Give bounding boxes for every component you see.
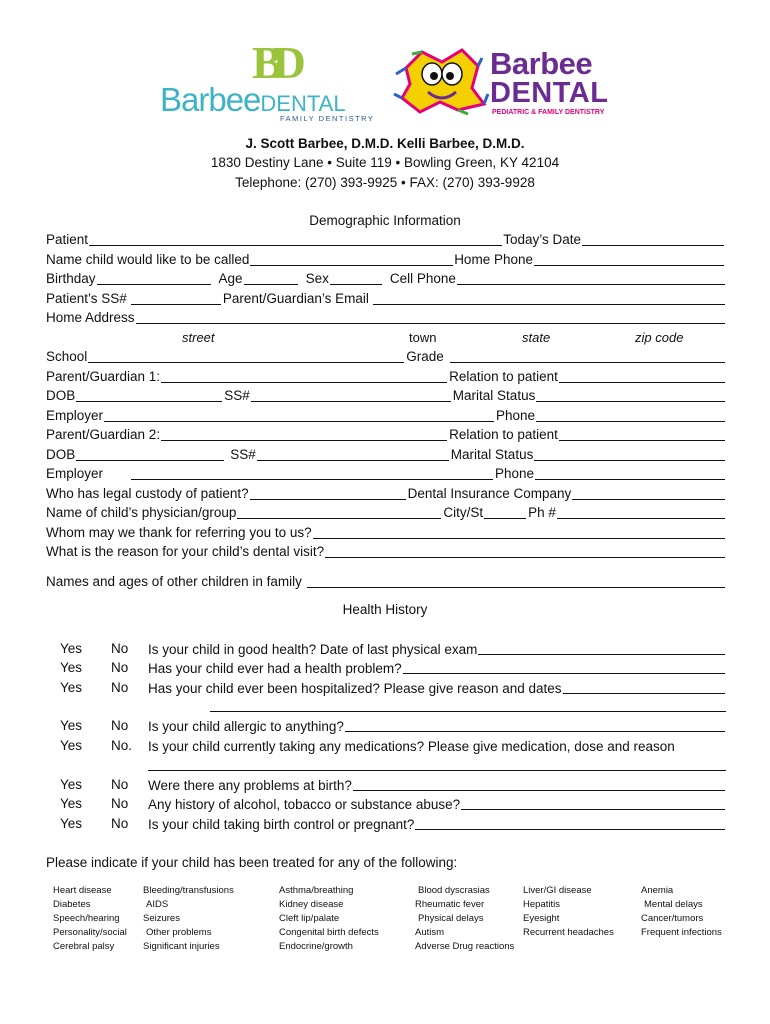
conditions-intro: Please indicate if your child has been treated for any of the following: — [46, 855, 458, 870]
patient-ss-field[interactable] — [131, 290, 221, 305]
guardian1-phone-label: Phone — [496, 408, 536, 423]
logo-barbee-text: Barbee — [160, 81, 261, 118]
guardian1-marital-label: Marital Status — [452, 388, 536, 403]
condition-item[interactable]: Kidney disease — [279, 899, 344, 910]
q1-yes[interactable]: Yes — [60, 641, 83, 656]
condition-item[interactable]: Congenital birth defects — [279, 927, 379, 938]
condition-item[interactable]: Rheumatic fever — [415, 899, 485, 910]
condition-item[interactable]: Frequent infections — [641, 927, 722, 938]
q1-text: Is your child in good health? Date of last physical exam — [148, 642, 478, 657]
street-caption: street — [182, 330, 215, 345]
condition-item[interactable]: Physical delays — [418, 913, 484, 924]
q3-extra-line[interactable] — [210, 711, 726, 712]
q5-no[interactable]: No. — [111, 738, 133, 753]
q5-yes[interactable]: Yes — [60, 738, 83, 753]
guardian2-field[interactable] — [161, 426, 447, 441]
siblings-field[interactable] — [307, 573, 725, 588]
patient-ss-label: Patient’s SS# — [46, 291, 127, 306]
conditions-col-5 — [523, 884, 614, 940]
q1-no[interactable]: No — [111, 641, 129, 656]
guardian2-dob-field[interactable] — [76, 446, 224, 461]
guardian1-employer-row — [46, 405, 726, 424]
guardian1-ss-field[interactable] — [251, 387, 451, 402]
ss-email-row — [46, 288, 726, 307]
q2-no[interactable]: No — [111, 660, 129, 675]
q2-text: Has your child ever had a health problem? — [148, 661, 402, 676]
q3-yes[interactable]: Yes — [60, 680, 83, 695]
guardian1-relation-label: Relation to patient — [449, 369, 558, 384]
conditions-col-6 — [641, 884, 722, 940]
q8-yes[interactable]: Yes — [60, 816, 83, 831]
physician-field[interactable] — [237, 504, 441, 519]
ph-label: Ph # — [528, 505, 556, 520]
phone-fax-line: Telephone: (270) 393-9925 • FAX: (270) 393-9928 — [235, 175, 535, 190]
guardian2-marital-label: Marital Status — [450, 447, 534, 462]
age-field[interactable] — [244, 270, 298, 285]
guardian1-row — [46, 366, 726, 385]
condition-item[interactable]: Blood dyscrasias — [418, 885, 490, 896]
guardian2-relation-field[interactable] — [559, 426, 725, 441]
q1-field[interactable] — [478, 640, 725, 655]
q5-extra-line[interactable] — [148, 770, 726, 771]
condition-item[interactable]: Personality/social — [53, 927, 127, 938]
cell-phone-label: Cell Phone — [389, 271, 456, 286]
q4-yes[interactable]: Yes — [60, 718, 83, 733]
school-label: School — [46, 349, 88, 364]
guardian2-dob-label: DOB — [46, 447, 76, 462]
guardian1-dob-label: DOB — [46, 388, 76, 403]
logo-dental-text: DENTAL — [260, 91, 346, 116]
city-st-field[interactable] — [484, 504, 526, 519]
q7-row — [148, 793, 726, 812]
condition-item[interactable]: Recurrent headaches — [523, 927, 614, 938]
q7-yes[interactable]: Yes — [60, 796, 83, 811]
condition-item[interactable]: Asthma/breathing — [279, 885, 354, 896]
insurance-label: Dental Insurance Company — [407, 486, 572, 501]
reason-field[interactable] — [325, 543, 725, 558]
guardian1-label: Parent/Guardian 1: — [46, 369, 161, 384]
address-line: 1830 Destiny Lane • Suite 119 • Bowling Green, KY 42104 — [210, 155, 560, 170]
ph-field[interactable] — [557, 504, 725, 519]
guardian1-phone-field[interactable] — [536, 407, 725, 422]
q6-row — [148, 774, 726, 793]
bd-monogram: BD — [252, 37, 296, 88]
guardian2-ss-field[interactable] — [257, 446, 449, 461]
patient-label: Patient — [46, 232, 89, 247]
guardian-email-field[interactable] — [373, 290, 725, 305]
state-caption: state — [522, 330, 551, 345]
demographic-title: Demographic Information — [309, 213, 461, 228]
referral-label: Whom may we thank for referring you to us? — [46, 525, 312, 540]
custody-field[interactable] — [250, 485, 406, 500]
guardian2-relation-label: Relation to patient — [449, 427, 558, 442]
insurance-field[interactable] — [572, 485, 725, 500]
condition-item[interactable]: Hepatitis — [523, 899, 560, 910]
patient-row — [46, 229, 726, 248]
referral-row — [46, 522, 726, 541]
mascot-icon — [392, 44, 490, 118]
q4-no[interactable]: No — [111, 718, 129, 733]
sex-label: Sex — [305, 271, 329, 286]
guardian2-employer-label: Employer — [46, 466, 104, 481]
guardian2-ss-label: SS# — [230, 447, 256, 462]
grade-field[interactable] — [450, 348, 725, 363]
conditions-col-2 — [143, 884, 234, 954]
guardian2-phone-label: Phone — [495, 466, 535, 481]
physician-row — [46, 502, 726, 521]
q5-text: Is your child currently taking any medications? Please give medication, dose and reason — [148, 739, 675, 754]
condition-item[interactable]: Cleft lip/palate — [279, 913, 340, 924]
q5-row — [148, 735, 726, 754]
condition-item[interactable]: Cerebral palsy — [53, 941, 115, 952]
q2-row — [148, 657, 726, 676]
q6-field[interactable] — [353, 776, 725, 791]
school-field[interactable] — [88, 348, 404, 363]
condition-item[interactable]: Seizures — [143, 913, 180, 924]
age-label: Age — [218, 271, 243, 286]
condition-item[interactable]: Speech/hearing — [53, 913, 120, 924]
pediatric-logo-barbee: Barbee — [490, 46, 593, 81]
guardian2-phone-field[interactable] — [535, 465, 725, 480]
guardian1-dob-row — [46, 385, 726, 404]
condition-item[interactable]: Autism — [415, 927, 445, 938]
q7-text: Any history of alcohol, tobacco or substance abuse? — [148, 797, 461, 812]
name-called-row — [46, 249, 726, 268]
home-address-row — [46, 307, 726, 326]
q3-no[interactable]: No — [111, 680, 129, 695]
condition-item[interactable]: Cancer/tumors — [641, 913, 704, 924]
guardian2-dob-row — [46, 444, 726, 463]
zip-caption: zip code — [635, 330, 684, 345]
condition-item[interactable]: Anemia — [641, 885, 674, 896]
q2-yes[interactable]: Yes — [60, 660, 83, 675]
grade-label: Grade — [406, 349, 444, 364]
condition-item[interactable]: Bleeding/transfusions — [143, 885, 234, 896]
condition-item[interactable]: Eyesight — [523, 913, 560, 924]
guardian1-employer-label: Employer — [46, 408, 104, 423]
barbee-dental-family-logo — [160, 37, 382, 125]
todays-date-field[interactable] — [582, 231, 724, 246]
reason-row — [46, 541, 726, 560]
conditions-col-3 — [279, 884, 379, 954]
logo-tagline: FAMILY DENTISTRY — [280, 114, 375, 123]
q4-text: Is your child allergic to anything? — [148, 719, 344, 734]
guardian1-employer-field[interactable] — [104, 407, 494, 422]
reason-label: What is the reason for your child’s dental visit? — [46, 544, 325, 559]
condition-item[interactable]: Adverse Drug reactions — [415, 941, 515, 952]
town-caption: town — [409, 330, 437, 345]
guardian2-marital-field[interactable] — [534, 446, 725, 461]
q3-row — [148, 677, 726, 696]
name-called-label: Name child would like to be called — [46, 252, 250, 267]
q1-row — [148, 638, 726, 657]
conditions-col-1 — [53, 884, 127, 954]
physician-label: Name of child’s physician/group — [46, 505, 237, 520]
conditions-col-4 — [415, 884, 514, 954]
guardian1-relation-field[interactable] — [559, 368, 725, 383]
cell-phone-field[interactable] — [457, 270, 725, 285]
q7-field[interactable] — [461, 795, 725, 810]
condition-item[interactable]: Other problems — [146, 927, 212, 938]
doctors-line: J. Scott Barbee, D.M.D. Kelli Barbee, D.M.D. — [245, 136, 525, 151]
birthday-row — [46, 268, 726, 287]
name-called-field[interactable] — [250, 251, 453, 266]
siblings-label: Names and ages of other children in family — [46, 574, 302, 589]
barbee-dental-pediatric-logo — [488, 48, 618, 124]
guardian-email-label: Parent/Guardian’s Email — [222, 291, 369, 306]
q8-no[interactable]: No — [111, 816, 129, 831]
todays-date-label: Today’s Date — [503, 232, 581, 247]
q6-no[interactable]: No — [111, 777, 129, 792]
custody-label: Who has legal custody of patient? — [46, 486, 249, 501]
city-st-label: City/St — [443, 505, 484, 520]
birthday-label: Birthday — [46, 271, 96, 286]
condition-item[interactable]: Heart disease — [53, 885, 112, 896]
referral-field[interactable] — [313, 524, 725, 539]
q8-field[interactable] — [415, 815, 725, 830]
pediatric-logo-tagline: PEDIATRIC & FAMILY DENTISTRY — [492, 109, 605, 116]
q3-text: Has your child ever been hospitalized? Please give reason and dates — [148, 681, 562, 696]
condition-item[interactable]: Diabetes — [53, 899, 91, 910]
school-row — [46, 346, 726, 365]
home-address-label: Home Address — [46, 310, 135, 325]
q2-field[interactable] — [403, 659, 725, 674]
q4-row — [148, 715, 726, 734]
q6-text: Were there any problems at birth? — [148, 778, 352, 793]
q3-field[interactable] — [563, 679, 725, 694]
q8-row — [148, 813, 726, 832]
q6-yes[interactable]: Yes — [60, 777, 83, 792]
condition-item[interactable]: Endocrine/growth — [279, 941, 353, 952]
q8-text: Is your child taking birth control or pregnant? — [148, 817, 415, 832]
patient-field[interactable] — [89, 231, 502, 246]
q7-no[interactable]: No — [111, 796, 129, 811]
condition-item[interactable]: AIDS — [146, 899, 169, 910]
guardian1-ss-label: SS# — [224, 388, 250, 403]
birthday-field[interactable] — [97, 270, 211, 285]
custody-row — [46, 483, 726, 502]
guardian1-field[interactable] — [161, 368, 447, 383]
guardian2-employer-row — [46, 463, 726, 482]
guardian2-row — [46, 424, 726, 443]
health-history-title: Health History — [342, 602, 428, 617]
sex-field[interactable] — [330, 270, 382, 285]
guardian1-marital-field[interactable] — [536, 387, 725, 402]
condition-item[interactable]: Mental delays — [644, 899, 703, 910]
guardian2-label: Parent/Guardian 2: — [46, 427, 161, 442]
condition-item[interactable]: Liver/GI disease — [523, 885, 592, 896]
home-phone-field[interactable] — [534, 251, 724, 266]
siblings-row — [46, 571, 726, 590]
guardian1-dob-field[interactable] — [76, 387, 222, 402]
home-phone-label: Home Phone — [454, 252, 533, 267]
pediatric-logo-dental: DENTAL — [490, 77, 609, 109]
home-address-field[interactable] — [136, 309, 725, 324]
condition-item[interactable]: Significant injuries — [143, 941, 220, 952]
guardian2-employer-field[interactable] — [131, 465, 493, 480]
q4-field[interactable] — [345, 717, 725, 732]
